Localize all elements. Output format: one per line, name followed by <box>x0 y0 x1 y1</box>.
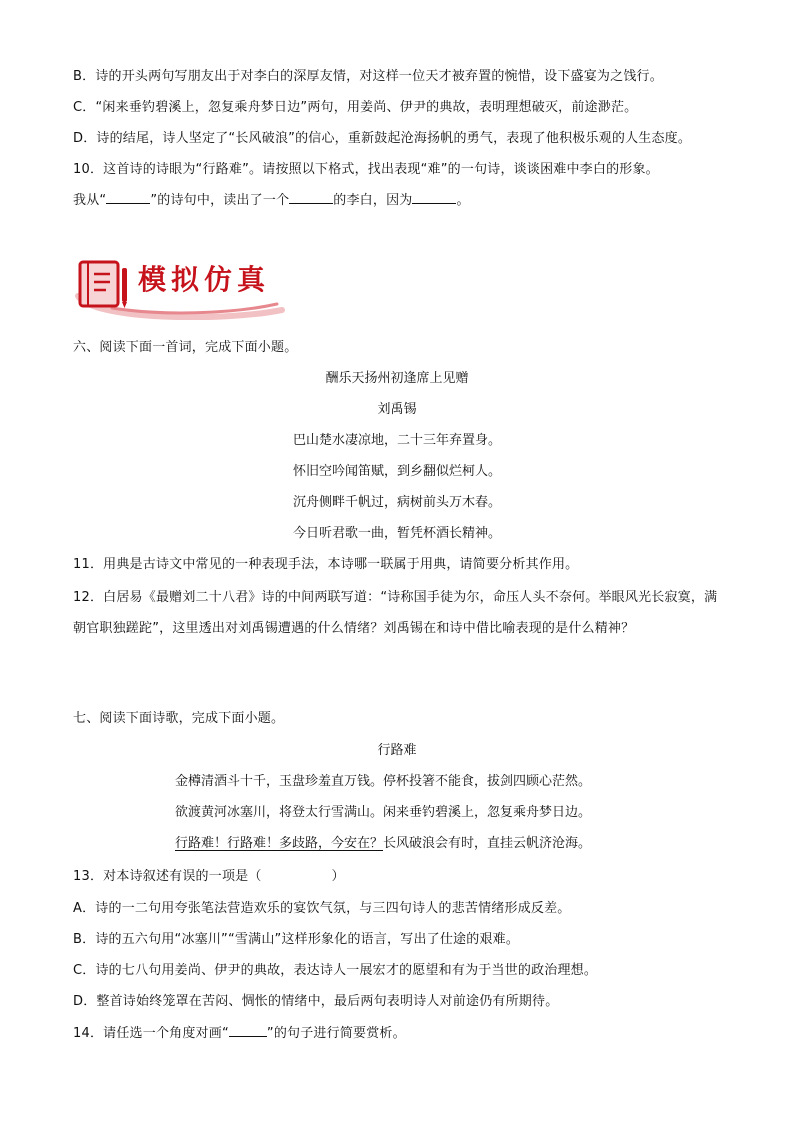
q9-option-b: B．诗的开头两句写朋友出于对李白的深厚友情，对这样一位天才被弃置的惋惜，设下盛宴为之饯行。 <box>73 69 663 84</box>
q10-format-part2: ”的诗句中，读出了一个 <box>150 193 290 208</box>
section6-poem-line: 沉舟侧畔千帆过，病树前头万木春。 <box>292 495 501 510</box>
q10-format-part1: 我从“ <box>73 193 107 208</box>
underlined-sentence: 行路难！行路难！多歧路，今安在？ <box>175 836 384 851</box>
q14-blank <box>229 1024 267 1037</box>
q14-part1: 14．请任选一个角度对画“ <box>73 1026 229 1041</box>
q14-question <box>73 1024 733 1044</box>
section7-poem-line-3 <box>175 834 591 854</box>
section7-poem-line: 金樽清酒斗十千，玉盘珍羞直万钱。停杯投箸不能食，拔剑四顾心茫然。 <box>175 774 592 789</box>
section7-poem-line: 欲渡黄河冰塞川，将登太行雪满山。闲来垂钓碧溪上，忽复乘舟梦日边。 <box>175 805 592 820</box>
q10-format-part4: 。 <box>456 193 470 208</box>
q9-option-d: D．诗的结尾，诗人坚定了“长风破浪”的信心，重新鼓起沧海扬帆的勇气，表现了他积极乐观的人生态度。 <box>73 131 692 146</box>
q10-blank-1 <box>106 191 150 204</box>
q11-question: 11．用典是古诗文中常见的一种表现手法，本诗哪一联属于用典，请简要分析其作用。 <box>73 557 579 572</box>
section6-poem-author: 刘禹锡 <box>377 402 417 417</box>
q13-prefix: 13．对本诗叙述有误的一项是（ <box>73 869 262 884</box>
section7-poem-title: 行路难 <box>377 743 417 758</box>
q10-answer-format <box>73 191 733 211</box>
q13-option-a: A．诗的一二句用夸张笔法营造欢乐的宴饮气氛，与三四句诗人的悲苦情绪形成反差。 <box>73 901 571 916</box>
q12-question: 12．白居易《最赠刘二十八君》诗的中间两联写道：“诗称国手徒为尔，命压人头不奈何。举眼风光长寂寞，满朝官职独蹉跎”，这里透出对刘禹锡遭遇的什么情绪？刘禹锡在和诗中借比喻表现的是什么精神？ <box>73 590 718 636</box>
q10-blank-2 <box>289 191 333 204</box>
q10-format-part3: 的李白，因为 <box>333 193 413 208</box>
q14-part2: ”的句子进行简要赏析。 <box>266 1026 406 1041</box>
section-banner-title: 模拟仿真 <box>138 263 271 296</box>
q13-question <box>73 867 733 887</box>
q13-option-d: D．整首诗始终笼罩在苦闷、惆怅的情绪中，最后两句表明诗人对前途仍有所期待。 <box>73 994 559 1009</box>
section7-heading: 七、阅读下面诗歌，完成下面小题。 <box>73 711 285 726</box>
q13-option-b: B．诗的五六句用“冰塞川”“雪满山”这样形象化的语言，写出了仕途的艰难。 <box>73 932 520 947</box>
section6-poem-title: 酬乐天扬州初逢席上见赠 <box>325 371 469 386</box>
section6-poem-line: 怀旧空吟闻笛赋，到乡翻似烂柯人。 <box>292 464 501 479</box>
q10-blank-3 <box>412 191 456 204</box>
q13-option-c: C．诗的七八句用姜尚、伊尹的典故，表达诗人一展宏才的愿望和有为于当世的政治理想。 <box>73 963 598 978</box>
section6-poem-line: 今日听君歌一曲，暂凭杯酒长精神。 <box>292 526 501 541</box>
section6-poem-line: 巴山楚水凄凉地，二十三年弃置身。 <box>292 433 501 448</box>
poem-line-rest: 长风破浪会有时，直挂云帆济沧海。 <box>383 836 592 851</box>
q13-suffix: ） <box>331 869 345 884</box>
section6-heading: 六、阅读下面一首词，完成下面小题。 <box>73 340 298 355</box>
q10-question: 10．这首诗的诗眼为“行路难”。请按照以下格式，找出表现“难”的一句诗，谈谈困难中李白的形象。 <box>73 162 659 177</box>
q9-option-c: C．“闲来垂钓碧溪上，忽复乘舟梦日边”两句，用姜尚、伊尹的典故，表明理想破灭，前途渺茫。 <box>73 100 638 115</box>
